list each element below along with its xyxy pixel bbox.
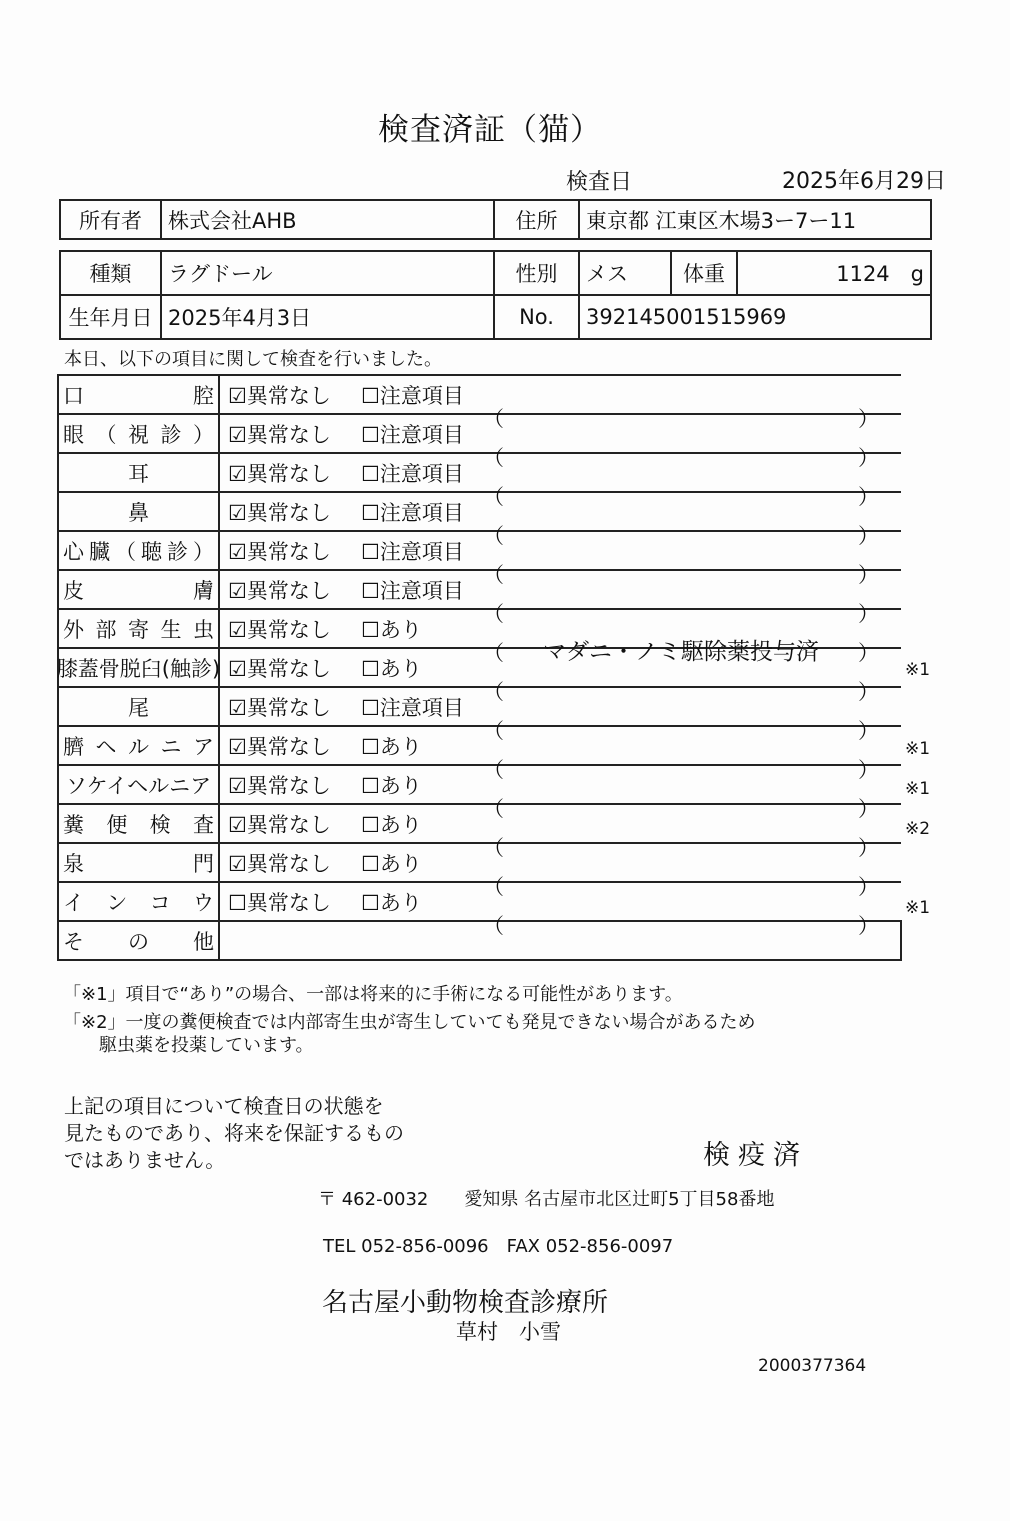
exam-item-name (58, 765, 219, 804)
exam-item-char: 糞 (63, 812, 84, 837)
exam-note-text: マダニ・ノミ駆除薬投与済 (543, 638, 819, 665)
exam-date-label: 検査日 (566, 170, 633, 195)
exam-item-name (58, 882, 219, 921)
exam-row (58, 375, 901, 414)
exam-item-label (63, 419, 214, 449)
exam-row (58, 804, 901, 843)
exam-item-char: 門 (193, 851, 214, 876)
exam-row-other (58, 921, 901, 960)
owner-label: 所有者 (60, 200, 161, 239)
exam-item-label (63, 731, 214, 761)
paren-close: ） (858, 874, 879, 899)
exam-row (58, 882, 901, 921)
inspection-stamp: 検疫済 (703, 1140, 808, 1171)
footnote-mark: ※1 (905, 898, 931, 919)
exam-row (58, 687, 901, 726)
breed-value: ラグドール (161, 251, 494, 295)
paren-close: ） (858, 835, 879, 860)
normal-checkbox[interactable]: ☑異常なし (228, 617, 331, 642)
exam-item-char: ニ (160, 734, 182, 759)
exam-options (219, 882, 901, 938)
exam-item-char: 検 (149, 812, 171, 837)
paren-close: ） (858, 796, 879, 821)
exam-item-char: 診 (160, 422, 182, 447)
exam-item-label (63, 809, 214, 839)
exam-item-name (58, 492, 219, 531)
exam-item-char: 鼻 (128, 500, 149, 525)
exam-item-char: 外 (63, 617, 84, 642)
concern-checkbox[interactable]: ☐あり (361, 851, 422, 876)
normal-checkbox[interactable]: ☑異常なし (228, 578, 331, 603)
owner-table (59, 199, 932, 240)
veterinarian-name: 草村 小雪 (456, 1320, 561, 1344)
exam-item-name (58, 687, 219, 726)
paren-open: （ (483, 757, 504, 782)
clinic-address: 〒 462-0032 愛知県 名古屋市北区辻町5丁目58番地 (318, 1189, 775, 1210)
paren-open: （ (483, 406, 504, 431)
exam-item-name (58, 414, 219, 453)
normal-checkbox[interactable]: ☑異常なし (228, 695, 331, 720)
concern-checkbox[interactable]: ☐注意項目 (361, 539, 464, 564)
footnote-mark: ※1 (905, 659, 931, 680)
disclaimer-line: 見たものであり、将来を保証するもの (64, 1121, 404, 1145)
exam-item-label (63, 848, 214, 878)
exam-item-char: 臍 (63, 734, 84, 759)
exam-options (219, 492, 901, 548)
normal-checkbox[interactable]: ☑異常なし (228, 812, 331, 837)
exam-item-label (63, 380, 214, 410)
sex-value: メス (579, 251, 671, 295)
paren-open: （ (483, 562, 504, 587)
exam-options (219, 609, 901, 665)
paren-close: ） (858, 679, 879, 704)
exam-options (219, 804, 901, 860)
concern-checkbox[interactable]: ☐あり (361, 734, 422, 759)
exam-row (58, 453, 901, 492)
note-2-cont: 駆虫薬を投薬しています。 (63, 1035, 314, 1056)
microchip-number: 392145001515969 (579, 295, 931, 339)
exam-item-label (63, 926, 214, 956)
paren-open: （ (483, 640, 504, 665)
animal-table (59, 250, 932, 340)
normal-checkbox[interactable]: ☑異常なし (228, 773, 331, 798)
exam-item-char: 便 (106, 812, 128, 837)
exam-item-label (56, 653, 221, 683)
paren-close: ） (858, 913, 879, 938)
exam-item-name (58, 531, 219, 570)
paren-open: （ (483, 913, 504, 938)
exam-options (219, 570, 901, 626)
clinic-phone-fax: TEL 052-856-0096 FAX 052-856-0097 (323, 1236, 674, 1257)
concern-checkbox[interactable]: ☐注意項目 (361, 578, 464, 603)
exam-item-name (58, 375, 219, 414)
concern-checkbox[interactable]: ☐あり (361, 773, 422, 798)
exam-intro: 本日、以下の項目に関して検査を行いました。 (64, 349, 442, 370)
exam-item-label (63, 536, 214, 566)
concern-checkbox[interactable]: ☐注意項目 (361, 422, 464, 447)
exam-item-char: （ (95, 422, 117, 447)
exam-item-label (63, 458, 214, 488)
other-notes-cell[interactable] (219, 921, 901, 960)
exam-item-name (58, 804, 219, 843)
exam-row (58, 492, 901, 531)
exam-item-char: 査 (192, 812, 214, 837)
exam-options (219, 726, 901, 782)
exam-item-char: 泉 (63, 851, 84, 876)
exam-row (58, 414, 901, 453)
concern-checkbox[interactable]: ☐あり (361, 812, 422, 837)
exam-item-char: ア (193, 734, 214, 759)
exam-item-char: コ (149, 890, 171, 915)
exam-item-char: ウ (192, 890, 214, 915)
normal-checkbox[interactable]: ☑異常なし (228, 500, 331, 525)
normal-checkbox[interactable]: ☑異常なし (228, 539, 331, 564)
normal-checkbox[interactable]: ☑異常なし (228, 461, 331, 486)
concern-checkbox[interactable]: ☐注意項目 (361, 695, 464, 720)
exam-item-char: イ (63, 890, 84, 915)
exam-item-char: ソケイヘルニア (65, 773, 212, 798)
exam-item-char: 膝蓋骨脱臼(触診) (56, 656, 221, 681)
no-label: No. (494, 295, 579, 339)
paren-close: ） (858, 484, 879, 509)
exam-options (219, 765, 901, 821)
address-label: 住所 (494, 200, 579, 239)
exam-item-char: ン (106, 890, 128, 915)
exam-item-name (58, 453, 219, 492)
exam-options (219, 453, 901, 509)
normal-checkbox[interactable]: ☑異常なし (228, 422, 331, 447)
exam-item-char: 生 (160, 617, 182, 642)
paren-open: （ (483, 445, 504, 470)
exam-item-label (63, 887, 214, 917)
address-value: 東京都 江東区木場3ー7ー11 (579, 200, 931, 239)
note-2: 「※2」一度の糞便検査では内部寄生虫が寄生していても発見できない場合があるため (63, 1012, 756, 1033)
footnote-mark: ※2 (905, 818, 931, 839)
exam-item-char: （ (115, 539, 136, 564)
exam-item-label (63, 692, 214, 722)
concern-checkbox[interactable]: ☐注意項目 (361, 383, 464, 408)
exam-item-char: 腔 (193, 383, 214, 408)
paren-close: ） (858, 523, 879, 548)
paren-close: ） (858, 640, 879, 665)
clinic-name: 名古屋小動物検査診療所 (322, 1288, 609, 1318)
paren-close: ） (858, 445, 879, 470)
dob-value: 2025年4月3日 (161, 295, 494, 339)
paren-open: （ (483, 835, 504, 860)
paren-close: ） (858, 601, 879, 626)
exam-item-char: そ (63, 929, 84, 954)
exam-item-char: 診 (167, 539, 188, 564)
exam-options (219, 414, 901, 470)
weight-value: 1124 g (737, 251, 931, 295)
exam-options (219, 843, 901, 899)
exam-options (219, 687, 901, 743)
exam-item-char: 心 (63, 539, 84, 564)
weight-label: 体重 (671, 251, 737, 295)
exam-item-char: ） (193, 539, 214, 564)
exam-item-name (58, 609, 219, 648)
disclaimer-line: ではありません。 (64, 1148, 226, 1172)
exam-item-char: 口 (63, 383, 84, 408)
exam-item-name (58, 726, 219, 765)
exam-options (219, 531, 901, 587)
exam-item-char: 虫 (193, 617, 214, 642)
exam-item-char: ） (193, 422, 214, 447)
paren-open: （ (483, 718, 504, 743)
exam-item-char: 他 (193, 929, 214, 954)
concern-checkbox[interactable]: ☐注意項目 (361, 461, 464, 486)
exam-item-char: の (128, 929, 149, 954)
footnote-mark: ※1 (905, 739, 931, 760)
exam-row (58, 765, 901, 804)
paren-close: ） (858, 718, 879, 743)
normal-checkbox[interactable]: ☑異常なし (228, 734, 331, 759)
exam-item-name (58, 648, 219, 687)
exam-item-name (58, 921, 219, 960)
exam-item-label (63, 497, 214, 527)
exam-item-char: 寄 (128, 617, 149, 642)
document-code: 2000377364 (758, 1356, 867, 1376)
exam-row (58, 726, 901, 765)
paren-open: （ (483, 679, 504, 704)
exam-row (58, 531, 901, 570)
owner-value: 株式会社AHB (161, 200, 494, 239)
exam-item-char: ル (128, 734, 149, 759)
exam-item-char: 聴 (141, 539, 162, 564)
disclaimer (64, 1093, 404, 1174)
document-title: 検査済証（猫） (378, 112, 602, 148)
exam-row (58, 843, 901, 882)
exam-item-name (58, 570, 219, 609)
normal-checkbox[interactable]: ☑異常なし (228, 383, 331, 408)
exam-table (57, 374, 902, 961)
exam-row (58, 570, 901, 609)
concern-checkbox[interactable]: ☐あり (361, 890, 422, 915)
exam-item-char: 耳 (128, 461, 149, 486)
exam-item-label (63, 614, 214, 644)
paren-open: （ (483, 523, 504, 548)
normal-checkbox[interactable]: ☐異常なし (228, 890, 331, 915)
exam-item-char: ヘ (95, 734, 117, 759)
exam-item-char: 臓 (89, 539, 110, 564)
exam-item-name (58, 843, 219, 882)
paren-close: ） (858, 406, 879, 431)
exam-item-char: 尾 (128, 695, 149, 720)
paren-open: （ (483, 796, 504, 821)
normal-checkbox[interactable]: ☑異常なし (228, 851, 331, 876)
note-1: 「※1」項目で“あり”の場合、一部は将来的に手術になる可能性があります。 (63, 984, 683, 1005)
paren-open: （ (483, 874, 504, 899)
exam-item-char: 皮 (63, 578, 84, 603)
concern-checkbox[interactable]: ☐あり (361, 617, 422, 642)
exam-item-char: 部 (95, 617, 117, 642)
concern-checkbox[interactable]: ☐あり (361, 656, 422, 681)
exam-item-char: 膚 (193, 578, 214, 603)
exam-row (58, 609, 901, 648)
footnote-mark: ※1 (905, 779, 931, 799)
exam-item-char: 視 (128, 422, 149, 447)
breed-label: 種類 (60, 251, 161, 295)
dob-label: 生年月日 (60, 295, 161, 339)
paren-close: ） (858, 562, 879, 587)
exam-date-value: 2025年6月29日 (782, 169, 946, 194)
exam-item-label (63, 575, 214, 605)
paren-open: （ (483, 601, 504, 626)
disclaimer-line: 上記の項目について検査日の状態を (64, 1094, 384, 1118)
exam-item-label (63, 770, 214, 800)
concern-checkbox[interactable]: ☐注意項目 (361, 500, 464, 525)
paren-open: （ (483, 484, 504, 509)
sex-label: 性別 (494, 251, 579, 295)
exam-item-char: 眼 (63, 422, 84, 447)
exam-options (219, 375, 901, 431)
normal-checkbox[interactable]: ☑異常なし (228, 656, 331, 681)
paren-close: ） (858, 757, 879, 782)
